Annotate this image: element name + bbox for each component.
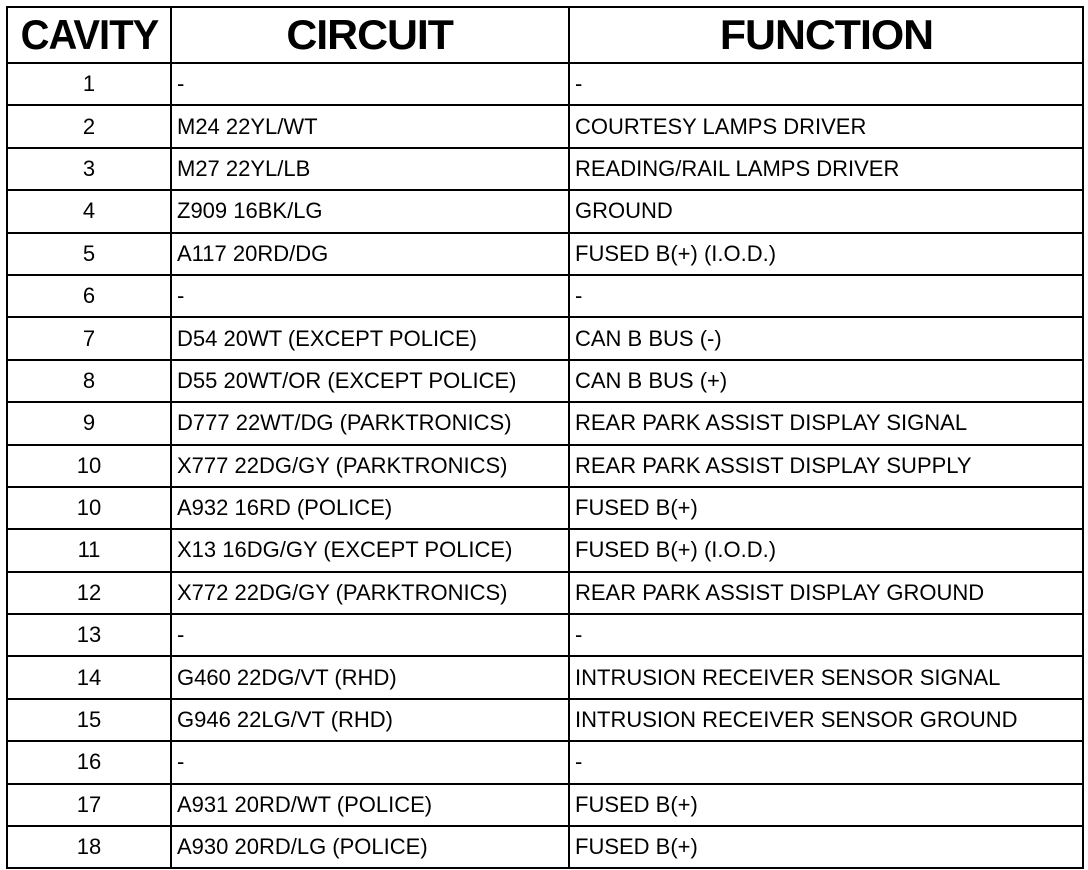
function-cell: COURTESY LAMPS DRIVER <box>569 105 1083 147</box>
function-cell: - <box>569 614 1083 656</box>
cavity-cell: 5 <box>7 233 171 275</box>
circuit-cell: D54 20WT (EXCEPT POLICE) <box>171 317 569 359</box>
function-cell: FUSED B(+) <box>569 784 1083 826</box>
cavity-cell: 12 <box>7 572 171 614</box>
circuit-cell: A932 16RD (POLICE) <box>171 487 569 529</box>
circuit-cell: D55 20WT/OR (EXCEPT POLICE) <box>171 360 569 402</box>
circuit-cell: G946 22LG/VT (RHD) <box>171 699 569 741</box>
function-cell: INTRUSION RECEIVER SENSOR SIGNAL <box>569 656 1083 698</box>
cavity-cell: 18 <box>7 826 171 868</box>
header-circuit-label: CIRCUIT <box>286 11 454 58</box>
function-cell: FUSED B(+) (I.O.D.) <box>569 233 1083 275</box>
function-cell: CAN B BUS (+) <box>569 360 1083 402</box>
table-row <box>7 699 1083 741</box>
table-row <box>7 402 1083 444</box>
circuit-cell: - <box>171 275 569 317</box>
header-cavity-label: CAVITY <box>20 11 158 58</box>
circuit-cell: G460 22DG/VT (RHD) <box>171 656 569 698</box>
function-cell: REAR PARK ASSIST DISPLAY SIGNAL <box>569 402 1083 444</box>
table-header-row <box>7 7 1083 63</box>
table-row <box>7 148 1083 190</box>
cavity-cell: 3 <box>7 148 171 190</box>
table-row <box>7 317 1083 359</box>
table-row <box>7 784 1083 826</box>
function-cell: REAR PARK ASSIST DISPLAY SUPPLY <box>569 445 1083 487</box>
circuit-cell: - <box>171 63 569 105</box>
table-row <box>7 826 1083 868</box>
cavity-cell: 1 <box>7 63 171 105</box>
cavity-cell: 16 <box>7 741 171 783</box>
function-cell: CAN B BUS (-) <box>569 317 1083 359</box>
circuit-cell: Z909 16BK/LG <box>171 190 569 232</box>
table-row <box>7 656 1083 698</box>
circuit-cell: X777 22DG/GY (PARKTRONICS) <box>171 445 569 487</box>
header-cavity <box>7 7 171 63</box>
function-cell: INTRUSION RECEIVER SENSOR GROUND <box>569 699 1083 741</box>
table-row <box>7 572 1083 614</box>
table-row <box>7 360 1083 402</box>
cavity-cell: 6 <box>7 275 171 317</box>
table-row <box>7 105 1083 147</box>
cavity-cell: 2 <box>7 105 171 147</box>
cavity-cell: 11 <box>7 529 171 571</box>
cavity-cell: 13 <box>7 614 171 656</box>
table-row <box>7 63 1083 105</box>
function-cell: REAR PARK ASSIST DISPLAY GROUND <box>569 572 1083 614</box>
cavity-cell: 14 <box>7 656 171 698</box>
circuit-cell: - <box>171 614 569 656</box>
table-row <box>7 741 1083 783</box>
function-cell: GROUND <box>569 190 1083 232</box>
circuit-cell: X772 22DG/GY (PARKTRONICS) <box>171 572 569 614</box>
function-cell: - <box>569 741 1083 783</box>
header-circuit <box>171 7 569 63</box>
cavity-cell: 7 <box>7 317 171 359</box>
table-row <box>7 445 1083 487</box>
circuit-cell: D777 22WT/DG (PARKTRONICS) <box>171 402 569 444</box>
cavity-cell: 15 <box>7 699 171 741</box>
header-function <box>569 7 1083 63</box>
circuit-cell: - <box>171 741 569 783</box>
cavity-cell: 4 <box>7 190 171 232</box>
function-cell: READING/RAIL LAMPS DRIVER <box>569 148 1083 190</box>
circuit-cell: M24 22YL/WT <box>171 105 569 147</box>
header-function-label: FUNCTION <box>719 11 933 58</box>
circuit-cell: M27 22YL/LB <box>171 148 569 190</box>
cavity-cell: 17 <box>7 784 171 826</box>
table-row <box>7 529 1083 571</box>
circuit-cell: A931 20RD/WT (POLICE) <box>171 784 569 826</box>
circuit-cell: X13 16DG/GY (EXCEPT POLICE) <box>171 529 569 571</box>
cavity-cell: 8 <box>7 360 171 402</box>
function-cell: - <box>569 63 1083 105</box>
cavity-cell: 10 <box>7 445 171 487</box>
circuit-cell: A930 20RD/LG (POLICE) <box>171 826 569 868</box>
function-cell: - <box>569 275 1083 317</box>
table-row <box>7 614 1083 656</box>
circuit-cell: A117 20RD/DG <box>171 233 569 275</box>
cavity-cell: 10 <box>7 487 171 529</box>
function-cell: FUSED B(+) (I.O.D.) <box>569 529 1083 571</box>
connector-pinout-table <box>6 6 1084 869</box>
table-row <box>7 487 1083 529</box>
table-row <box>7 233 1083 275</box>
function-cell: FUSED B(+) <box>569 826 1083 868</box>
table-row <box>7 190 1083 232</box>
connector-pinout-table-wrapper <box>6 6 1082 864</box>
cavity-cell: 9 <box>7 402 171 444</box>
table-row <box>7 275 1083 317</box>
function-cell: FUSED B(+) <box>569 487 1083 529</box>
table-body <box>7 63 1083 868</box>
